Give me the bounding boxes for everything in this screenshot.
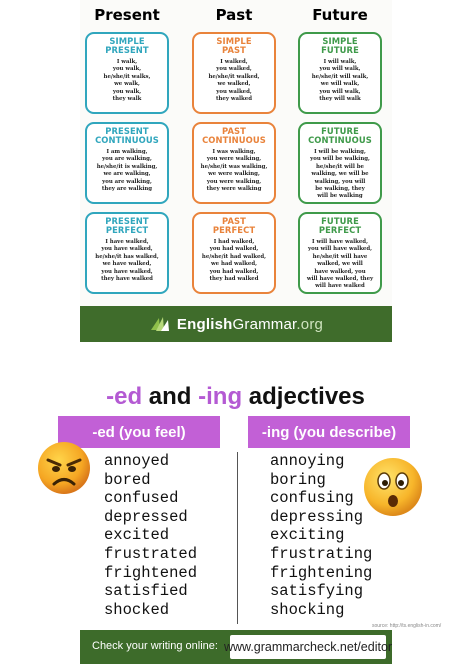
tense-card-title: SIMPLE FUTURE [321,36,359,55]
example-line: you will walk, [319,88,361,95]
example-line: you will have walked, [307,246,373,253]
tense-card-examples [196,239,272,283]
tense-card-continuous-past [192,122,276,204]
tense-card-continuous-future [298,122,382,204]
brand-grammar: Grammar [232,315,297,333]
example-line: he/she/it is walking, [96,163,158,170]
tense-card-perfect-future [298,212,382,294]
footer-bar [80,630,392,664]
example-line: we had walked, [211,261,257,268]
example-line: I will be walking, [314,149,366,155]
example-line: you had walked, [209,246,259,253]
example-line: you walk, [112,88,142,95]
ing-word: exciting [270,526,345,545]
tense-card-examples [196,149,272,193]
example-line: you are walking, [102,156,152,163]
example-line: walking, we will be [311,171,369,178]
ing-word-list [270,452,372,619]
example-line: walked, we will [317,261,363,268]
example-line: they will walk [319,96,361,103]
tense-card-title: SIMPLE PRESENT [105,36,149,55]
tense-card-title: PRESENT CONTINUOUS [95,126,159,145]
ed-word: depressed [104,507,188,526]
example-line: you walked, [216,66,252,73]
example-line: you will be walking, [310,156,370,163]
example-line: they were walking [206,186,262,193]
column-heading-future: Future [312,6,368,24]
example-line: they have walked [101,276,153,283]
tense-card-title: FUTURE PERFECT [318,216,362,235]
example-line: they walked [216,96,252,103]
example-line: we will walk, [320,81,360,88]
ed-word: shocked [104,600,170,619]
ed-word: satisfied [104,582,188,601]
ed-column-label: -ed (you feel) [58,416,220,448]
ed-word: confused [104,489,179,508]
ing-column-label: -ing (you describe) [248,416,410,448]
tense-card-examples [89,149,165,193]
example-line: will have walked, they [306,276,374,283]
column-heading-present: Present [94,6,160,24]
example-line: walking, you will [314,178,366,185]
tense-card-examples [196,59,272,103]
column-heading-past: Past [215,6,253,24]
example-line: I am walking, [106,149,148,155]
example-line: you were walking, [206,156,262,163]
ing-word: frustrating [270,544,373,563]
example-line: he/she/it was walking, [200,163,268,170]
example-line: I will walk, [323,59,357,65]
example-line: you walked, [216,88,252,95]
tense-card-title: FUTURE CONTINUOUS [308,126,372,145]
tense-card-title: PAST CONTINUOUS [202,126,266,145]
example-line: I walked, [220,59,248,65]
example-line: you have walked, [101,268,153,275]
example-line: they walk [112,96,142,103]
ing-word: depressing [270,507,364,526]
example-line: they are walking [101,186,153,193]
example-line: you were walking, [206,178,262,185]
brand-bar[interactable] [80,306,392,342]
example-line: you have walked, [101,246,153,253]
title-ed: -ed [106,383,143,410]
example-line: he/she/it will be [316,163,364,170]
tense-chart [80,0,392,306]
title-rest: adjectives [242,383,365,410]
example-line: you will walk, [319,66,361,73]
example-line: we were walking, [208,171,260,178]
angry-face-icon [36,440,92,496]
example-line: I was walking, [212,149,256,155]
example-line: we are walking, [103,171,151,178]
example-line: he/she/it will have [312,253,368,260]
tense-card-examples [89,59,165,103]
brand-english: English [176,315,233,333]
tense-card-examples [302,59,378,103]
tense-card-examples [89,239,165,283]
column-divider [237,452,238,624]
example-line: he/she/it had walked, [201,253,267,260]
ing-word: boring [270,470,326,489]
tense-card-continuous-present [85,122,169,204]
ing-word: shocking [270,600,345,619]
tense-card-title: PRESENT PERFECT [105,216,149,235]
example-line: I will have walked, [312,239,368,245]
adjectives-title [0,383,471,411]
example-line: I had walked, [213,239,255,245]
example-line: you had walked, [209,268,259,275]
tense-card-title: PAST PERFECT [212,216,256,235]
source-note: source: http://ts.english-in.com/ [372,623,442,629]
editor-link[interactable]: www.grammarcheck.net/editor [230,635,386,659]
example-line: they had walked [209,276,259,283]
tense-card-examples [302,239,378,291]
tense-card-perfect-present [85,212,169,294]
example-line: you walk, [112,66,142,73]
ing-word: annoying [270,452,345,470]
tense-card-title: SIMPLE PAST [216,36,252,55]
example-line: we walk, [114,81,140,88]
ed-word: frightened [104,563,198,582]
example-line: we have walked, [102,261,152,268]
tense-card-simple-present [85,32,169,114]
example-line: you are walking, [102,178,152,185]
footer-label: Check your writing online: [92,640,218,652]
ing-word: confusing [270,489,354,508]
example-line: he/she/it will walk, [311,73,369,80]
ed-word: excited [104,526,170,545]
brand-name [177,316,323,333]
ed-word: frustrated [104,544,198,563]
ed-word-list [104,452,197,619]
tense-card-examples [302,149,378,201]
example-line: will have walked [315,283,365,290]
brand-org: .org [296,315,324,333]
tense-card-simple-past [192,32,276,114]
title-ing: -ing [198,383,243,410]
title-and: and [142,383,199,410]
example-line: I walk, [116,59,138,65]
example-line: have walked, you [314,268,366,275]
tense-card-perfect-past [192,212,276,294]
example-line: he/she/it has walked, [95,253,159,260]
ing-word: frightening [270,563,373,582]
ed-word: bored [104,470,151,489]
example-line: we walked, [217,81,251,88]
example-line: be walking, they [315,186,365,193]
ing-word: satisfying [270,582,364,601]
ed-word: annoyed [104,452,170,470]
example-line: I have walked, [105,239,149,245]
example-line: he/she/it walked, [208,73,260,80]
tense-card-simple-future [298,32,382,114]
example-line: he/she/it walks, [103,73,151,80]
example-line: will be walking [317,193,363,200]
book-leaf-icon [149,314,171,334]
